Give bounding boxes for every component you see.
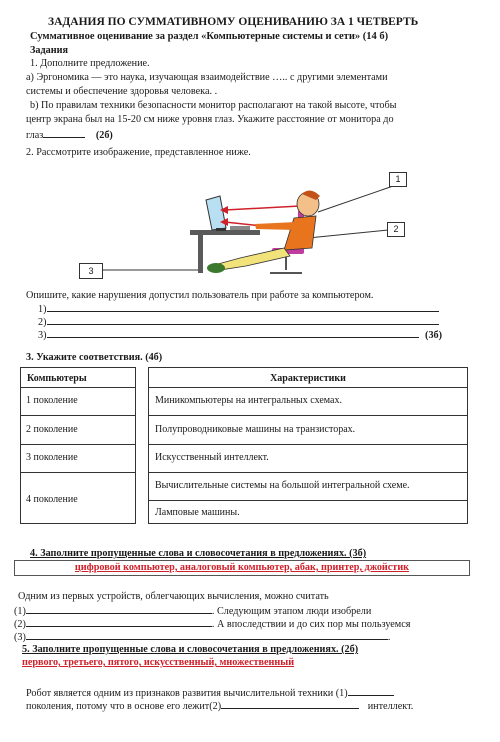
task4-blank1-label: (1) xyxy=(14,606,26,617)
task4-line3-suffix: . А впоследствии и до сих пор мы пользуемся xyxy=(211,619,411,630)
task4-word-bank: цифровой компьютер, аналоговый компьютер, абак, принтер, джойстик xyxy=(74,562,410,573)
person-arm xyxy=(255,222,296,230)
section-subtitle: Суммативное оценивание за раздел «Компьютерные системы и сети» (14 б) xyxy=(30,31,389,42)
task4-row2 xyxy=(14,604,371,618)
task5-row1 xyxy=(26,686,394,700)
person-legs xyxy=(218,248,290,270)
task2-line-label-1: 1) xyxy=(38,304,47,315)
task1-b-prefix: глаз xyxy=(26,130,44,141)
task2-question: Опишите, какие нарушения допустил пользователь при работе за компьютером. xyxy=(26,290,374,301)
task1-b-line1: b) По правилам техники безопасности монитор располагают на такой высоте, чтобы xyxy=(30,100,397,111)
characteristic-5[interactable]: Ламповые машины. xyxy=(155,507,240,518)
task2-answer-2[interactable] xyxy=(47,315,439,325)
tasks-label: Задания xyxy=(30,45,68,56)
task2-heading: 2. Рассмотрите изображение, представленное ниже. xyxy=(26,147,251,158)
page-title: ЗАДАНИЯ ПО СУММАТИВНОМУ ОЦЕНИВАНИЮ ЗА 1 ЧЕТВЕРТЬ xyxy=(48,16,419,28)
task2-answer-row-2 xyxy=(38,315,439,329)
task5-word-bank: первого, третьего, пятого, искусственный, множественный xyxy=(22,657,295,668)
task4-blank-1[interactable] xyxy=(26,604,212,614)
task4-blank-2[interactable] xyxy=(26,617,212,627)
task4-line2-suffix: . Следующим этапом люди изобрели xyxy=(211,606,372,617)
callout-label-1: 1 xyxy=(389,172,407,187)
ergonomics-illustration xyxy=(70,160,430,290)
task5-row2 xyxy=(26,699,413,713)
task2-answer-3[interactable] xyxy=(47,328,419,338)
task5-line2-text: поколения, потому что в основе его лежит(2) xyxy=(26,701,222,712)
task1-score: (2б) xyxy=(95,130,113,141)
sightline-eyes xyxy=(225,206,300,210)
computers-table xyxy=(20,367,136,524)
characteristic-4[interactable]: Вычислительные системы на большой интегральной схеме. xyxy=(155,480,410,491)
task4-line4-suffix: . xyxy=(387,632,391,643)
computers-header: Компьютеры xyxy=(27,373,87,384)
characteristic-3[interactable]: Искусственный интеллект. xyxy=(155,452,269,463)
task1-a-line1: а) Эргономика — это наука, изучающая взаимодействие ….. с другими элементами xyxy=(26,72,388,83)
task1-answer-blank[interactable] xyxy=(43,128,85,138)
characteristic-2[interactable]: Полупроводниковые машины на транзисторах. xyxy=(155,424,356,435)
task2-line-label-3: 3) xyxy=(38,330,47,341)
task3-heading: 3. Укажите соответствия. (4б) xyxy=(26,352,163,363)
characteristics-table xyxy=(148,367,468,524)
generation-3[interactable]: 3 поколение xyxy=(26,452,78,463)
task4-wordbank-box xyxy=(14,560,470,576)
task5-line1-text: Робот является одним из признаков развития вычислительной техники (1) xyxy=(26,688,348,699)
task4-blank-3[interactable] xyxy=(26,630,388,640)
callout-line-1 xyxy=(318,185,396,212)
task1-b-line2: центр экрана был на 15-20 см ниже уровня глаз. Укажите расстояние от монитора до xyxy=(26,114,394,125)
task4-blank3-label: (3) xyxy=(14,632,26,643)
desk-leg xyxy=(198,235,203,273)
task5-line2-suffix: интеллект. xyxy=(367,701,414,712)
callout-line-2 xyxy=(308,230,388,238)
task4-heading: 4. Заполните пропущенные слова и словосочетания в предложениях. (3б) xyxy=(30,548,367,559)
task4-blank2-label: (2) xyxy=(14,619,26,630)
generation-4[interactable]: 4 поколение xyxy=(26,494,78,505)
generation-1[interactable]: 1 поколение xyxy=(26,395,78,406)
task1-heading: 1. Дополните предложение. xyxy=(30,58,150,69)
task2-score: (3б) xyxy=(425,330,443,341)
task4-line1: Одним из первых устройств, облегчающих вычисления, можно считать xyxy=(18,591,329,602)
characteristic-1[interactable]: Миникомпьютеры на интегральных схемах. xyxy=(155,395,342,406)
task1-a-line2: системы и обеспечение здоровья человека. . xyxy=(26,86,218,97)
task2-answer-row-3 xyxy=(38,328,442,342)
callout-label-3: 3 xyxy=(79,263,103,279)
task2-answer-1[interactable] xyxy=(47,302,439,312)
task4-row4 xyxy=(14,630,390,644)
task5-heading: 5. Заполните пропущенные слова и словосочетания в предложениях. (2б) xyxy=(22,644,359,655)
callout-label-2: 2 xyxy=(387,222,405,237)
keyboard xyxy=(230,226,250,230)
generation-2[interactable]: 2 поколение xyxy=(26,424,78,435)
person-shoe xyxy=(207,263,225,273)
task1-b-line3 xyxy=(26,128,113,142)
task2-answer-row-1 xyxy=(38,302,439,316)
characteristics-header: Характеристики xyxy=(270,373,346,384)
monitor xyxy=(206,196,226,230)
task5-blank-1[interactable] xyxy=(348,686,394,696)
person-shirt xyxy=(284,216,316,250)
task5-blank-2[interactable] xyxy=(221,699,359,709)
task2-line-label-2: 2) xyxy=(38,317,47,328)
task4-row3 xyxy=(14,617,410,631)
monitor-stand xyxy=(216,228,226,231)
